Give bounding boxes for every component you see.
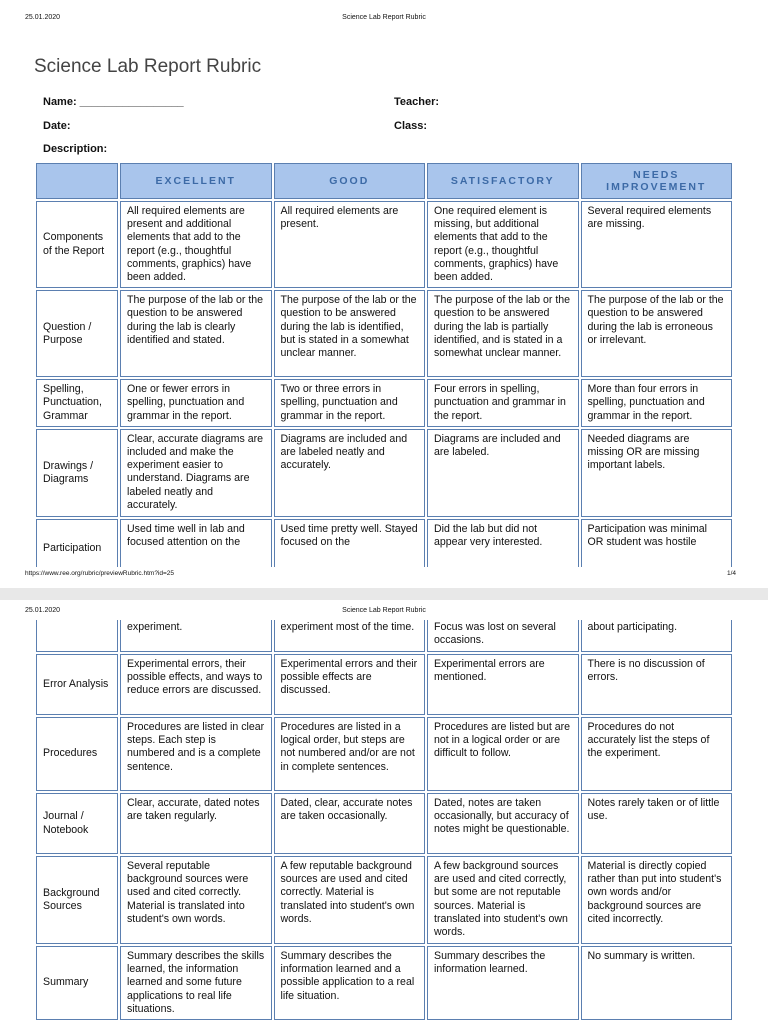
rubric-cell: Procedures are listed in clear steps. Each step is numbered and is a complete sentence. [120, 717, 272, 791]
table-row [36, 290, 732, 377]
table-row [36, 793, 732, 854]
rubric-cell: about participating. [581, 620, 733, 652]
table-row [36, 620, 732, 652]
rubric-cell: Did the lab but did not appear very interested. [427, 519, 579, 567]
class-field: Class: [394, 120, 428, 132]
table-row [36, 717, 732, 791]
rubric-cell: One or fewer errors in spelling, punctuation and grammar in the report. [120, 379, 272, 427]
rubric-cell: Clear, accurate, dated notes are taken regularly. [120, 793, 272, 854]
rubric-cell: Procedures are listed in a logical order, but steps are not numbered and/or are not in complete sentences. [274, 717, 426, 791]
rubric-cell: Several required elements are missing. [581, 201, 733, 288]
header-title: Science Lab Report Rubric [342, 14, 426, 21]
rubric-cell: Experimental errors and their possible effects are discussed. [274, 654, 426, 715]
rubric-cell: Summary describes the information learned and a possible application to a real life situation. [274, 946, 426, 1020]
table-row [36, 519, 732, 567]
rubric-cell: One required element is missing, but additional elements that add to the report (e.g., thoughtful comments, graphics) have been added. [427, 201, 579, 288]
table-row [36, 429, 732, 517]
table-row [36, 379, 732, 427]
rubric-cell: Summary describes the information learned. [427, 946, 579, 1020]
criterion-cell: Procedures [36, 717, 118, 791]
rubric-cell: The purpose of the lab or the question to be answered during the lab is identified, but is stated in a somewhat unclear manner. [274, 290, 426, 377]
header-good: GOOD [274, 163, 426, 199]
header-needs-improvement: NEEDS IMPROVEMENT [581, 163, 733, 199]
rubric-cell: Notes rarely taken or of little use. [581, 793, 733, 854]
criterion-cell: Journal / Notebook [36, 793, 118, 854]
rubric-cell: Used time pretty well. Stayed focused on the [274, 519, 426, 567]
page-2 [0, 620, 768, 1024]
table-row [36, 946, 732, 1020]
rubric-table-continued [34, 620, 734, 1022]
header-satisfactory: SATISFACTORY [427, 163, 579, 199]
rubric-cell: Procedures do not accurately list the steps of the experiment. [581, 717, 733, 791]
name-field: Name: _________________ [43, 96, 184, 108]
table-row [36, 856, 732, 944]
rubric-cell: Experimental errors are mentioned. [427, 654, 579, 715]
page-divider [0, 588, 768, 600]
criterion-cell: Summary [36, 946, 118, 1020]
rubric-cell: Participation was minimal OR student was hostile [581, 519, 733, 567]
header-cell-empty [36, 163, 118, 199]
rubric-cell: experiment most of the time. [274, 620, 426, 652]
page-2-header-title: Science Lab Report Rubric [342, 607, 426, 614]
document-title: Science Lab Report Rubric [34, 56, 262, 77]
footer-url-text: https://www.ree.org/rubric/previewRubric.htm?id=25 [25, 570, 175, 577]
rubric-cell: Focus was lost on several occasions. [427, 620, 579, 652]
rubric-cell: Experimental errors, their possible effects, and ways to reduce errors are discussed. [120, 654, 272, 715]
rubric-cell: The purpose of the lab or the question to be answered during the lab is clearly identified and stated. [120, 290, 272, 377]
criterion-cell: Background Sources [36, 856, 118, 944]
rubric-cell: experiment. [120, 620, 272, 652]
rubric-cell: All required elements are present and additional elements that add to the report (e.g., thoughtful comments, graphics) have been added. [120, 201, 272, 288]
date-field: Date: [43, 120, 71, 132]
rubric-cell: All required elements are present. [274, 201, 426, 288]
table-header-row [36, 163, 732, 199]
rubric-cell: Diagrams are included and are labeled. [427, 429, 579, 517]
rubric-table [34, 161, 734, 567]
teacher-field: Teacher: [394, 96, 440, 108]
rubric-cell: The purpose of the lab or the question to be answered during the lab is erroneous or irrelevant. [581, 290, 733, 377]
page-footer-bar [0, 570, 768, 582]
table-row [36, 201, 732, 288]
rubric-cell: Procedures are listed but are not in a logical order or are difficult to follow. [427, 717, 579, 791]
description-field: Description: [43, 143, 108, 155]
rubric-cell: Dated, notes are taken occasionally, but accuracy of notes might be questionable. [427, 793, 579, 854]
rubric-cell: More than four errors in spelling, punctuation and grammar in the report. [581, 379, 733, 427]
rubric-cell: Two or three errors in spelling, punctuation and grammar in the report. [274, 379, 426, 427]
table-row [36, 654, 732, 715]
rubric-cell: Clear, accurate diagrams are included and make the experiment easier to understand. Diagrams are labeled neatly and accurately. [120, 429, 272, 517]
footer-page-number-text: 1/4 [726, 570, 736, 577]
rubric-cell: Summary describes the skills learned, the information learned and some future applications to real life situations. [120, 946, 272, 1020]
page-2-header-date: 25.01.2020 [25, 607, 61, 614]
header-excellent: EXCELLENT [120, 163, 272, 199]
rubric-cell: The purpose of the lab or the question to be answered during the lab is partially identified, and is stated in a somewhat unclear manner. [427, 290, 579, 377]
rubric-cell: A few background sources are used and cited correctly, but some are not reputable sources. Material is translated into student's own words. [427, 856, 579, 944]
rubric-cell: No summary is written. [581, 946, 733, 1020]
criterion-cell: Spelling, Punctuation, Grammar [36, 379, 118, 427]
criterion-cell: Components of the Report [36, 201, 118, 288]
rubric-cell: Used time well in lab and focused attention on the [120, 519, 272, 567]
rubric-cell: Several reputable background sources were used and cited correctly. Material is translated into student's own words. [120, 856, 272, 944]
criterion-cell: Drawings / Diagrams [36, 429, 118, 517]
rubric-cell: Diagrams are included and are labeled neatly and accurately. [274, 429, 426, 517]
rubric-cell: Material is directly copied rather than put into student's own words and/or background sources are cited incorrectly. [581, 856, 733, 944]
rubric-cell: A few reputable background sources are used and cited correctly. Material is translated into student's own words. [274, 856, 426, 944]
criterion-cell: Error Analysis [36, 654, 118, 715]
rubric-cell: Four errors in spelling, punctuation and grammar in the report. [427, 379, 579, 427]
page-header [0, 14, 768, 28]
criterion-cell: Participation [36, 519, 118, 567]
rubric-cell: Needed diagrams are missing OR are missing important labels. [581, 429, 733, 517]
criterion-cell [36, 620, 118, 652]
page-2-header [0, 607, 768, 621]
criterion-cell: Question / Purpose [36, 290, 118, 377]
rubric-cell: There is no discussion of errors. [581, 654, 733, 715]
rubric-cell: Dated, clear, accurate notes are taken occasionally. [274, 793, 426, 854]
header-date: 25.01.2020 [25, 14, 61, 21]
